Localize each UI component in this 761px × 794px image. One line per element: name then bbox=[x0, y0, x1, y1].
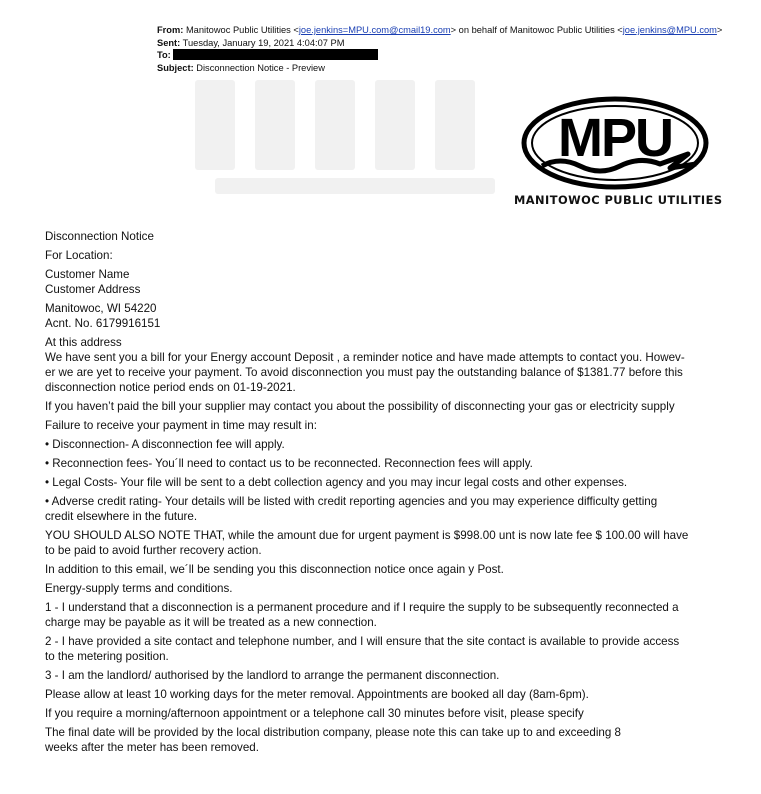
from-email-link[interactable]: joe.jenkins=MPU.com@cmail19.com bbox=[298, 25, 451, 35]
subject-value: Disconnection Notice - Preview bbox=[196, 62, 325, 73]
to-label: To: bbox=[157, 50, 171, 61]
terms-heading: Energy-supply terms and conditions. bbox=[45, 582, 233, 595]
redacted-recipient bbox=[173, 49, 378, 60]
mpu-logo-text: MPU bbox=[558, 108, 672, 168]
para3: Failure to receive your payment in time may result in: bbox=[45, 419, 317, 432]
at-address: At this address bbox=[45, 336, 122, 349]
account-number: Acnt. No. 6179916151 bbox=[45, 317, 161, 330]
para1-line3: disconnection notice period ends on 01-19-2021. bbox=[45, 381, 296, 394]
letter-body bbox=[45, 229, 735, 755]
addition-text: In addition to this email, we´ll be sending you this disconnection notice once again y Post. bbox=[45, 563, 504, 576]
for-location: For Location: bbox=[45, 249, 113, 262]
final-line1: The final date will be provided by the local distribution company, please note this can take up to and exceeding 8 bbox=[45, 726, 621, 739]
bullet-disconnection: • Disconnection- A disconnection fee will apply. bbox=[45, 438, 285, 451]
para1-line2: er we are yet to receive your payment. To avoid disconnection you must pay the outstanding balance of $1381.77 before this bbox=[45, 366, 683, 379]
term3: 3 - I am the landlord/ authorised by the landlord to arrange the permanent disconnection. bbox=[45, 669, 500, 682]
mpu-logo-subtitle: MANITOWOC PUBLIC UTILITIES bbox=[514, 193, 723, 207]
mpu-logo-emblem bbox=[520, 96, 710, 191]
term1-line1: 1 - I understand that a disconnection is a permanent procedure and if I require the supply to be subsequently reconnected a bbox=[45, 601, 679, 614]
note-line2: to be paid to avoid further recovery action. bbox=[45, 544, 262, 557]
mpu-logo bbox=[514, 96, 723, 211]
from-end: > bbox=[716, 25, 723, 35]
bullet-credit-line2: credit elsewhere in the future. bbox=[45, 510, 198, 523]
from-email2-link[interactable]: joe.jenkins@MPU.com bbox=[622, 25, 717, 35]
term2-line2: to the metering position. bbox=[45, 650, 169, 663]
sent-line bbox=[157, 37, 722, 50]
allow-text: Please allow at least 10 working days for the meter removal. Appointments are booked all day (8am-6pm). bbox=[45, 688, 589, 701]
customer-address: Customer Address bbox=[45, 283, 141, 296]
bullet-reconnection: • Reconnection fees- You´ll need to contact us to be reconnected. Reconnection fees will apply. bbox=[45, 457, 533, 470]
final-line2: weeks after the meter has been removed. bbox=[45, 741, 259, 754]
sent-label: Sent: bbox=[157, 37, 181, 48]
sent-value: Tuesday, January 19, 2021 4:04:07 PM bbox=[182, 37, 345, 48]
from-line bbox=[157, 24, 722, 37]
customer-name: Customer Name bbox=[45, 268, 130, 281]
para2: If you haven’t paid the bill your supplier may contact you about the possibility of disconnecting your gas or electricity supply bbox=[45, 400, 675, 413]
bullet-legal: • Legal Costs- Your file will be sent to a debt collection agency and you may incur legal costs and other expenses. bbox=[45, 476, 628, 489]
term1-line2: charge may be payable as it will be treated as a new connection. bbox=[45, 616, 377, 629]
para1-line1: We have sent you a bill for your Energy account Deposit , a reminder notice and have made attempts to contact you. Howev- bbox=[45, 351, 685, 364]
background-watermark bbox=[195, 60, 525, 200]
from-label: From: bbox=[157, 25, 184, 35]
term2-line1: 2 - I have provided a site contact and telephone number, and I will ensure that the site contact is available to provide access bbox=[45, 635, 680, 648]
subject-label: Subject: bbox=[157, 62, 194, 73]
bullet-credit-line1: • Adverse credit rating- Your details will be listed with credit reporting agencies and you may experience difficulty getting bbox=[45, 495, 658, 508]
morning-text: If you require a morning/afternoon appointment or a telephone call 30 minutes before visit, please specify bbox=[45, 707, 584, 720]
customer-city: Manitowoc, WI 54220 bbox=[45, 302, 157, 315]
notice-title: Disconnection Notice bbox=[45, 230, 154, 243]
from-name: Manitowoc Public Utilities < bbox=[185, 25, 299, 35]
note-line1: YOU SHOULD ALSO NOTE THAT, while the amount due for urgent payment is $998.00 unt is now late fee $ 100.00 will have bbox=[45, 529, 689, 542]
from-behalf: > on behalf of Manitowoc Public Utilities < bbox=[450, 25, 623, 35]
